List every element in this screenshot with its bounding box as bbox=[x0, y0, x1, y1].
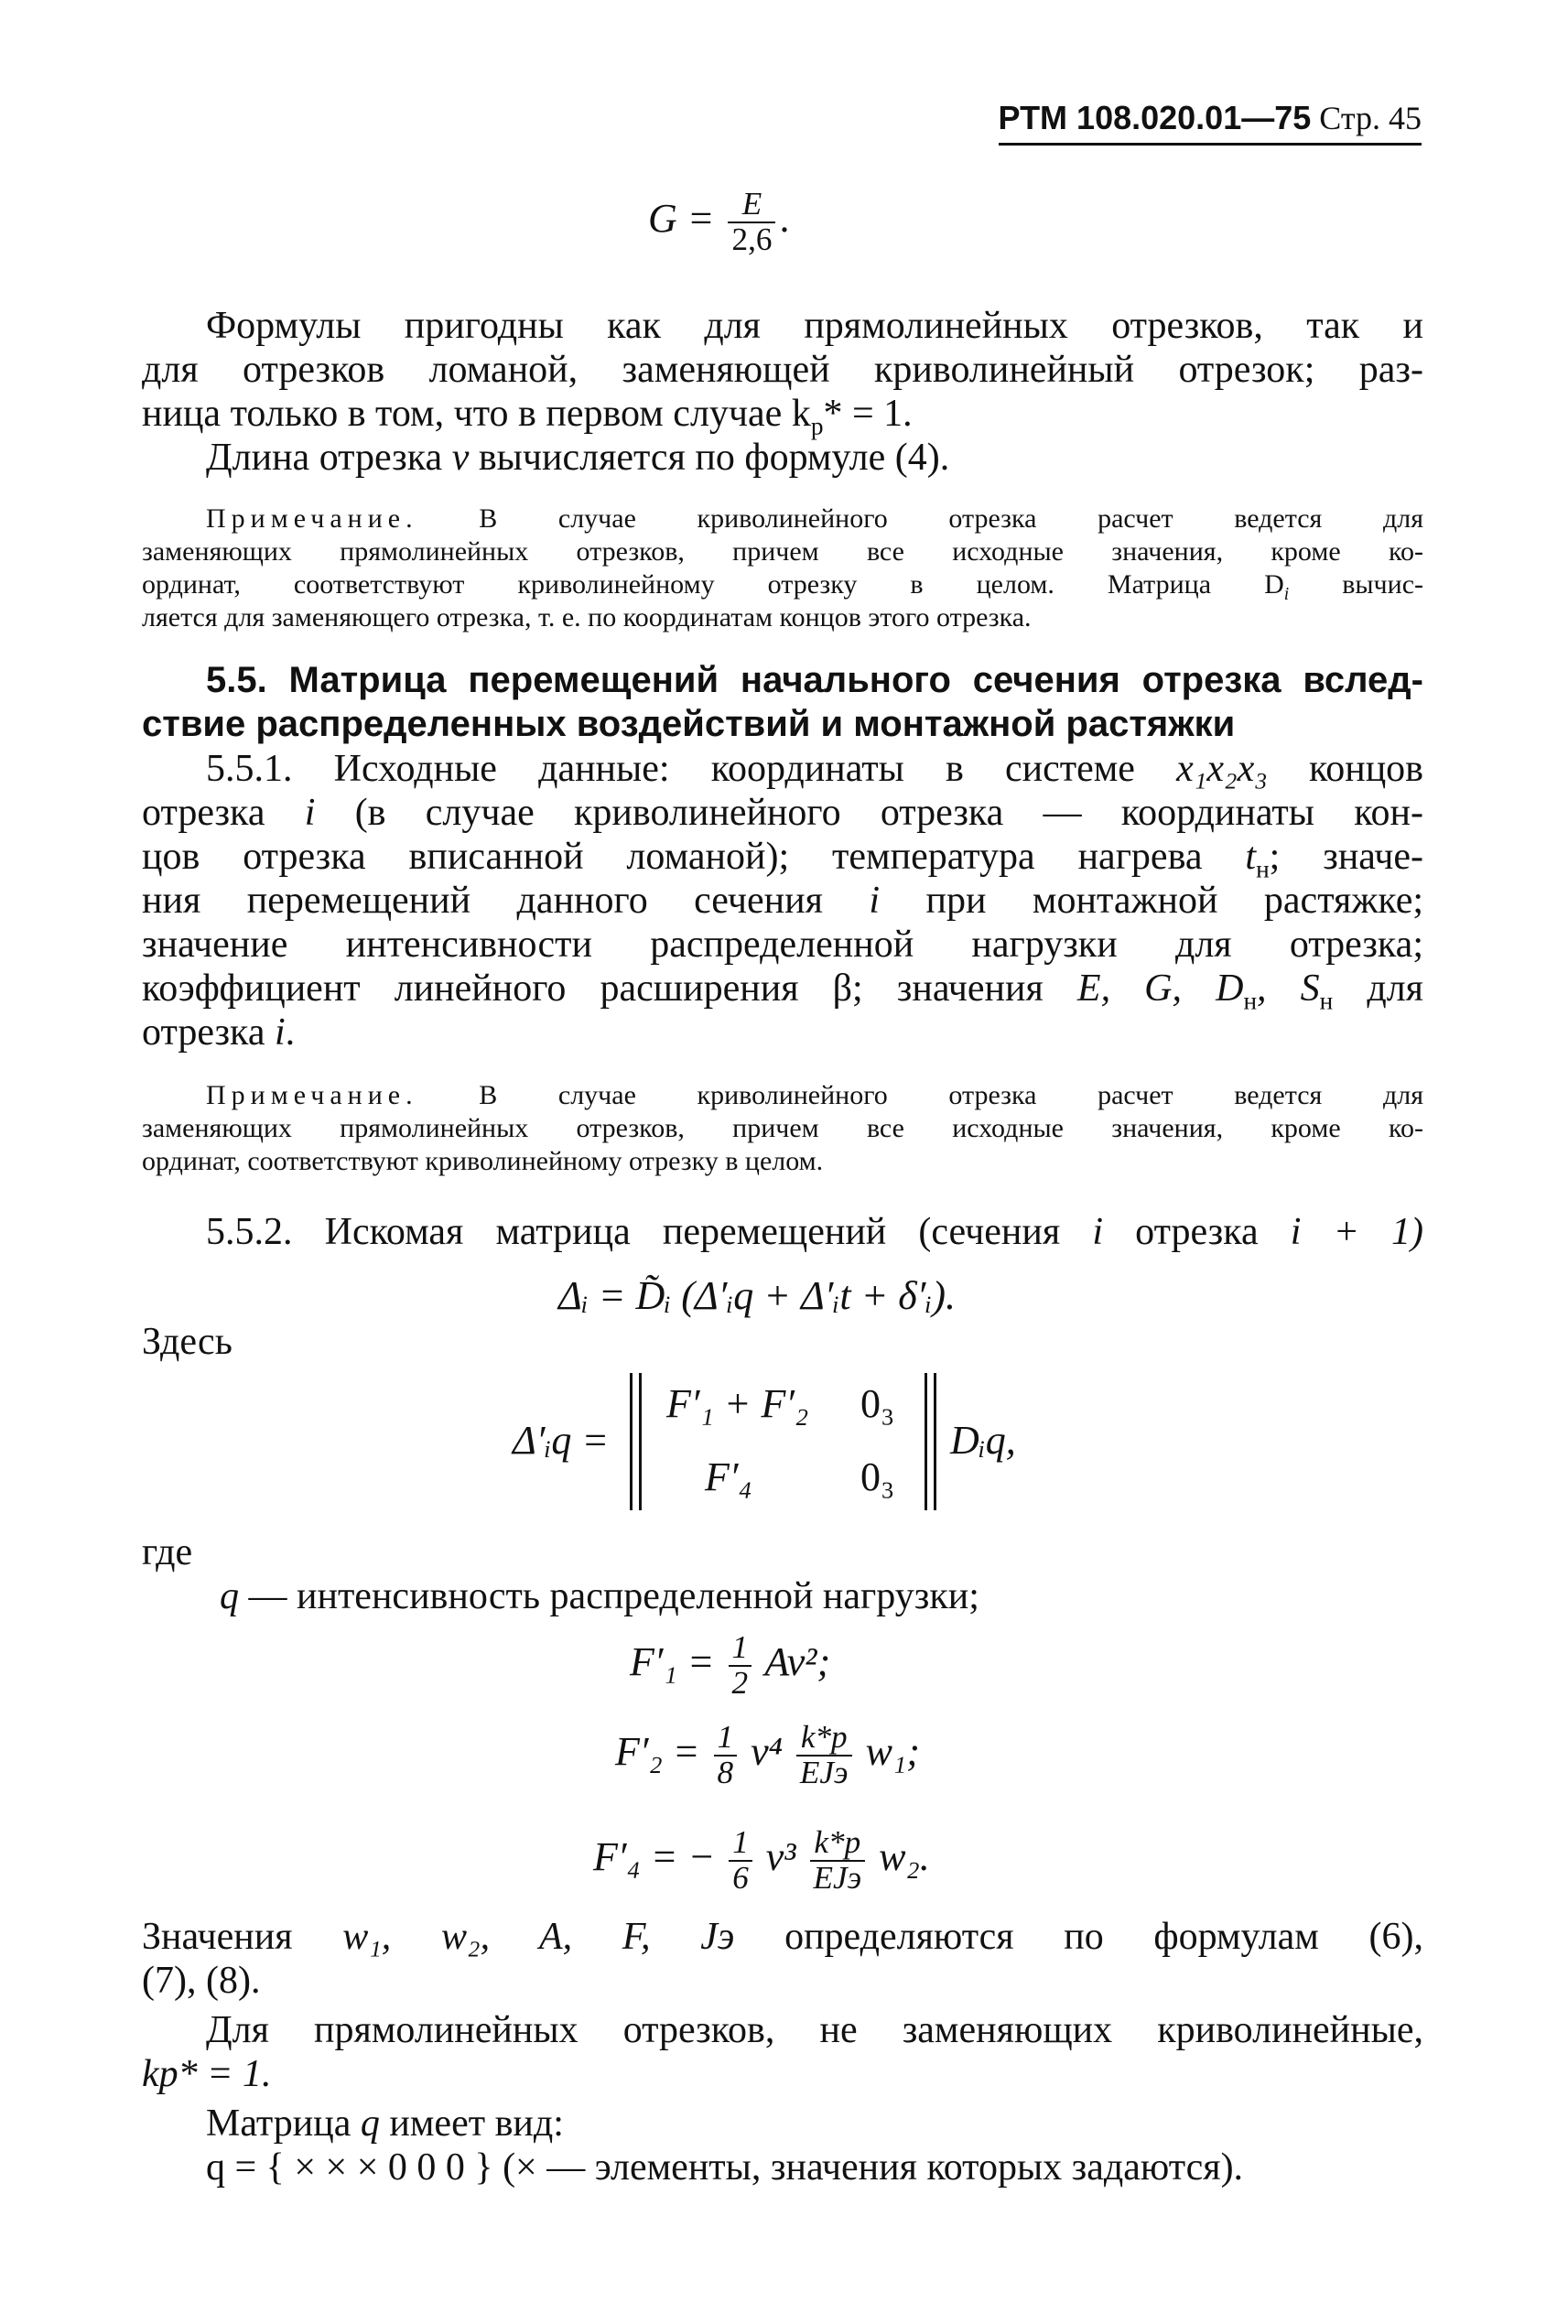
paragraph-length: Длина отрезка v вычисляется по формуле (4). bbox=[206, 437, 950, 479]
q-definition: q — интенсивность распределенной нагрузки; bbox=[220, 1575, 979, 1617]
matrix-r2c1: F′₄ bbox=[705, 1454, 752, 1499]
matrix-r2c2: 0₃ bbox=[860, 1454, 895, 1499]
label-gde: где bbox=[142, 1531, 193, 1573]
equation-delta: Δᵢ = D̃ᵢ (Δ′ᵢq + Δ′ᵢt + δ′ᵢ). bbox=[558, 1273, 956, 1318]
matrix-r1c1: F′₁ + F′₂ bbox=[666, 1381, 809, 1426]
page-number: Стр. 45 bbox=[1319, 100, 1422, 136]
formula-f1: F′₁ = $\frac{1}{2}$ Av²; bbox=[630, 1629, 831, 1701]
formula-f2: F′₂ = $\frac{1}{8}$ v⁴ $\frac{k*р}{\text{EJэ}}$ w₁; bbox=[615, 1719, 920, 1790]
matrix-r1c2: 0₃ bbox=[860, 1381, 895, 1426]
matrix-lhs: Δ′ᵢq = bbox=[513, 1418, 610, 1463]
matrix-rhs: Dᵢq, bbox=[950, 1418, 1016, 1463]
page-header bbox=[999, 99, 1422, 146]
paragraph-matrix-q: Матрица q имеет вид: bbox=[206, 2102, 564, 2145]
formula-g: G = $\frac{E}{2,6}$ . bbox=[648, 186, 790, 257]
paragraph-5-5-2: 5.5.2. Искомая матрица перемещений (сечения i отрезка i + 1) bbox=[206, 1211, 1424, 1253]
matrix-equation bbox=[513, 1373, 1062, 1510]
document-page: РТМ 108.020.01—75 Стр. 45 G = $\frac{E}{2,6}$ . Формулы пригодны как для прямолинейных отрезков, так и для отрезков ломаной, заменяющей криволинейный отрезок; раз- ница только в том, что в первом случае $k_р* = 1$. Длина отрезка v вычисляется по формуле (4). Примечание. В случае криволинейного отрезка расчет ведется для заменяющих прямолинейных отрезков, причем все исходные значения, кроме ко- ординат, соответствуют криволинейному отрезку в целом. Матрица $D_i$ вычис- ляется для заменяющего отрезка, т. е. по координатам концов этого отрезка. 5.5. Матрица перемещений начального сечения отрезка вслед- ствие распределенных воздействий и монтажной растяжки 5.5.1. Исходные данные: координаты в системе x₁x₂x₃ концов отрезка i (в случае криволинейного отрезка — координаты кон- цов отрезка вписанной ломаной); температура нагрева $t_н$; значе- ния перемещений данного сечения i при монтажной растяжке; значение интенсивности распределенной нагрузки для отрезка; коэффициент линейного расширения β; значения E, G, $D_н$, $S_н$ для отрезка i. Примечание. В случае криволинейного отрезка расчет ведется для заменяющих прямолинейных отрезков, причем все исходные значения, кроме ко- ординат, соответствуют криволинейному отрезку в целом. 5.5.2. Искомая матрица перемещений (сечения i отрезка i + 1) Δᵢ = D̃ᵢ (Δ′ᵢq + Δ′ᵢt + δ′ᵢ). Здесь Δ′ᵢq = F′₁ + F′₂ 0₃ F′₄ 0₃ Dᵢq, где q — интенсивность распределенной нагрузки; F′₁ = $\frac{1}{2}$ Av²; F′₂ = $\frac{1}{8}$ v⁴ $\frac{k*р}{\text{EJэ}}$ w₁; F′₄ = − $\frac{1}{6}$ v³ $\frac{k*р}{\text{EJэ}}$ w₂. Значения w₁, w₂, A, F, Jэ определяются по формулам (6), (7), (8). Для прямолинейных отрезков, не заменяющих криволинейные, kр* = 1. Матрица q имеет вид: q = { × × × 0 0 0 } (× — элементы, значения которых задаются). bbox=[142, 99, 1424, 2189]
formula-f4: F′₄ = − $\frac{1}{6}$ v³ $\frac{k*р}{\text{EJэ}}$ w₂. bbox=[593, 1824, 930, 1896]
label-zdes: Здесь bbox=[142, 1321, 232, 1363]
paragraph-q-form: q = { × × × 0 0 0 } (× — элементы, значения которых задаются). bbox=[206, 2146, 1244, 2189]
document-code: РТМ 108.020.01—75 bbox=[998, 99, 1312, 136]
